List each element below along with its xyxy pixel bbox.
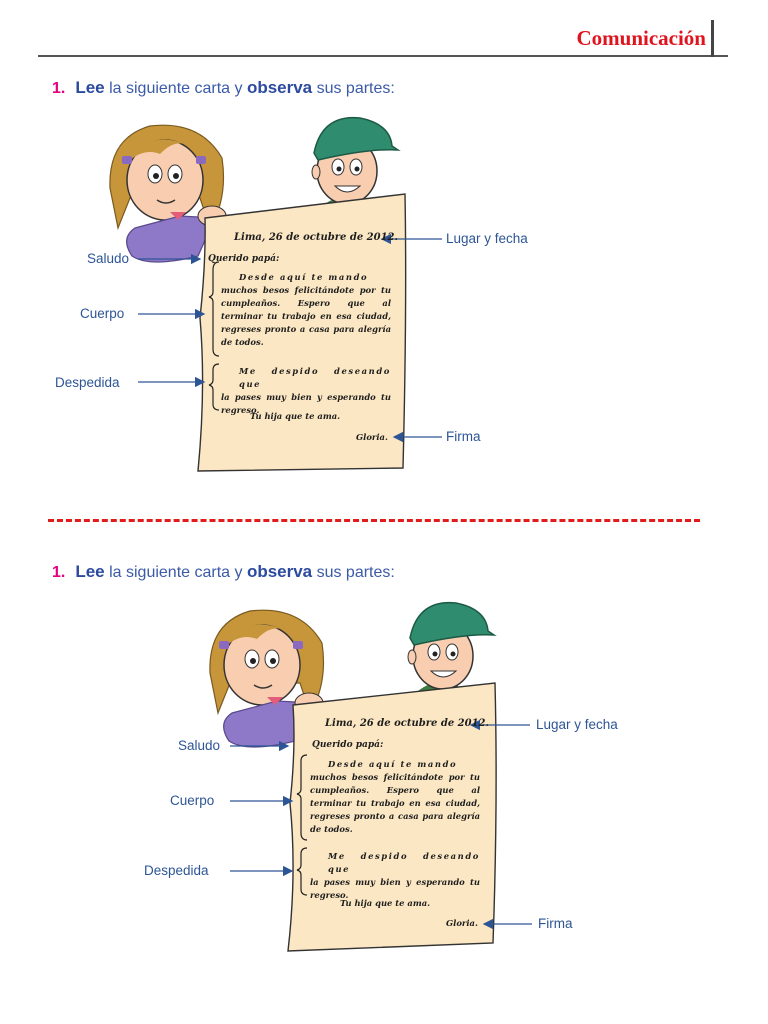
verb-lee: Lee	[75, 78, 105, 97]
instruction-mid: la siguiente carta y	[104, 564, 247, 581]
letter-signature: Gloria.	[446, 918, 478, 928]
exercise-1	[0, 68, 768, 508]
label-salutation: Saludo	[178, 738, 221, 753]
letter-salutation: Querido papá:	[208, 254, 280, 264]
letter-farewell: Me despido deseando que la pases muy bien y esperando tu regreso.	[221, 366, 391, 415]
label-signature: Firma	[446, 429, 481, 444]
letter-farewell: Me despido deseando que la pases muy bien y esperando tu regreso.	[310, 851, 480, 900]
label-body: Cuerpo	[170, 793, 215, 808]
label-farewell: Despedida	[144, 863, 209, 878]
letter-signature: Gloria.	[356, 432, 388, 442]
letter-place-date: Lima, 26 de octubre de 2012.	[325, 718, 489, 729]
label-farewell: Despedida	[55, 375, 120, 390]
label-body: Cuerpo	[80, 306, 125, 321]
dashed-separator	[48, 519, 700, 522]
label-salutation: Saludo	[87, 251, 130, 266]
instruction-tail: sus partes:	[312, 564, 395, 581]
letter-closing: Tu hija que te ama.	[250, 411, 341, 421]
letter-body: Desde aquí te mando muchos besos felicitándote por tu cumpleaños. Espero que al terminar tu trabajo en esa ciudad, regreses pronto a casa para alegría de todos.	[221, 272, 391, 347]
instruction-mid: la siguiente carta y	[104, 80, 247, 97]
letter-body: Desde aquí te mando muchos besos felicitándote por tu cumpleaños. Espero que al terminar tu trabajo en esa ciudad, regreses pronto a casa para alegría de todos.	[310, 759, 480, 834]
verb-observa: observa	[246, 78, 313, 97]
header-rule	[38, 55, 728, 57]
instruction-tail: sus partes:	[312, 80, 395, 97]
label-place-date: Lugar y fecha	[446, 231, 528, 246]
exercise-number: 1.	[52, 80, 66, 97]
header-bar	[711, 20, 714, 57]
letter-place-date: Lima, 26 de octubre de 2012.	[234, 232, 398, 243]
subject-title: Comunicación	[576, 26, 706, 50]
label-signature: Firma	[538, 916, 573, 931]
letter-salutation: Querido papá:	[312, 740, 384, 750]
verb-lee: Lee	[75, 562, 105, 581]
exercise-2	[0, 553, 768, 993]
exercise-number: 1.	[52, 564, 66, 581]
label-place-date: Lugar y fecha	[536, 717, 618, 732]
letter-closing: Tu hija que te ama.	[340, 898, 431, 908]
verb-observa: observa	[246, 562, 313, 581]
